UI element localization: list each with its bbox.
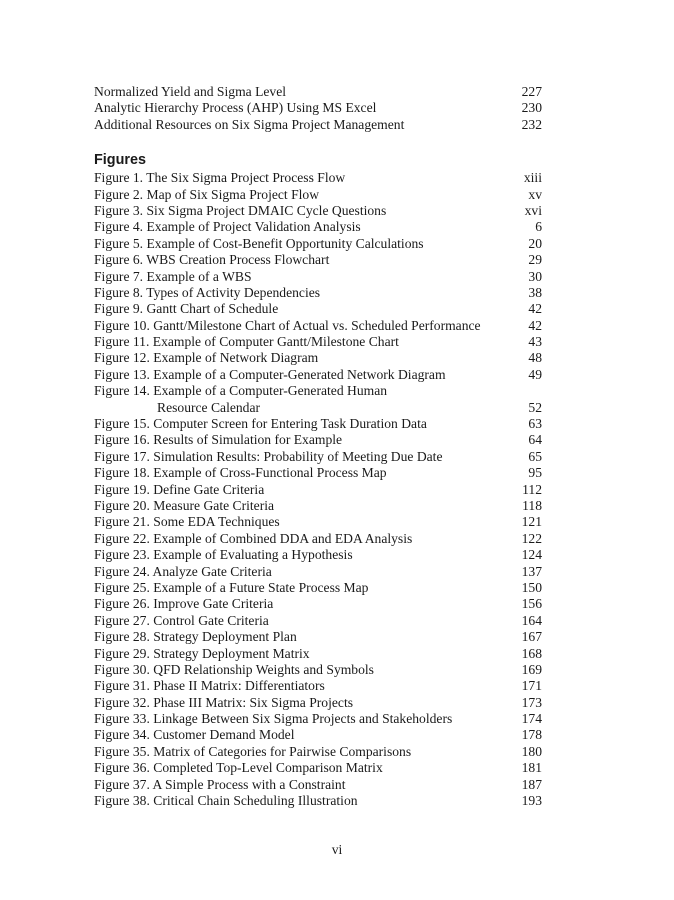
entry-title: Figure 19. Define Gate Criteria (94, 481, 265, 497)
entry-page-number: xv (528, 186, 542, 202)
entry-page-number: 43 (528, 334, 542, 350)
entry-title: Figure 25. Example of a Future State Process Map (94, 579, 369, 595)
figure-entry (94, 334, 542, 350)
entry-page-number: 150 (521, 579, 542, 595)
figure-entry (94, 318, 542, 334)
figure-entry (94, 482, 542, 498)
entry-title: Figure 14. Example of a Computer-Generated Human (94, 383, 388, 399)
entry-page-number: xvi (524, 202, 542, 218)
toc-entry (94, 100, 542, 116)
figure-entry (94, 416, 542, 432)
page-number: vi (331, 842, 343, 857)
entry-title: Figure 16. Results of Simulation for Example (94, 432, 343, 448)
figure-entry (94, 629, 542, 645)
figures-heading: Figures (94, 152, 146, 169)
entry-title: Figure 33. Linkage Between Six Sigma Projects and Stakeholders (94, 711, 453, 727)
entry-title: Figure 35. Matrix of Categories for Pairwise Comparisons (94, 743, 412, 759)
entry-title: Figure 36. Completed Top-Level Comparison Matrix (94, 760, 383, 776)
entry-page-number: 118 (522, 497, 542, 513)
entry-page-number: 178 (521, 727, 542, 743)
figure-entry (94, 514, 542, 530)
entry-page-number: 173 (521, 694, 542, 710)
figure-entry (94, 547, 542, 563)
entry-title: Figure 8. Types of Activity Dependencies (94, 284, 321, 300)
entry-title: Figure 12. Example of Network Diagram (94, 350, 319, 366)
figure-entry (94, 301, 542, 317)
entry-page-number: 180 (521, 743, 542, 759)
entry-title: Figure 2. Map of Six Sigma Project Flow (94, 186, 320, 202)
entry-page-number: 227 (521, 84, 542, 99)
entry-page-number: 6 (535, 219, 542, 235)
entry-page-number: 29 (528, 252, 542, 268)
figure-entry (94, 350, 542, 366)
figure-entry (94, 793, 542, 809)
entry-title: Figure 20. Measure Gate Criteria (94, 497, 275, 513)
entry-title: Figure 17. Simulation Results: Probability of Meeting Due Date (94, 448, 443, 464)
entry-page-number: 230 (521, 100, 542, 116)
entry-title: Figure 11. Example of Computer Gantt/Milestone Chart (94, 334, 399, 350)
entry-title: Figure 32. Phase III Matrix: Six Sigma Projects (94, 694, 354, 710)
entry-page-number: 232 (521, 116, 542, 132)
figure-entry (94, 219, 542, 235)
entry-page-number: 38 (528, 284, 542, 300)
entry-page-number: 156 (521, 596, 542, 612)
figure-entry (94, 400, 542, 416)
figure-entry (94, 678, 542, 694)
entry-page-number: 42 (528, 317, 542, 333)
table-of-contents (94, 84, 542, 809)
entry-title: Figure 23. Example of Evaluating a Hypothesis (94, 547, 353, 563)
figure-entry (94, 711, 542, 727)
entry-page-number: 49 (528, 366, 542, 382)
entry-title: Figure 4. Example of Project Validation Analysis (94, 219, 361, 235)
entry-title: Figure 5. Example of Cost-Benefit Opportunity Calculations (94, 235, 424, 251)
entry-page-number: 169 (521, 661, 542, 677)
figure-entry (94, 187, 542, 203)
entry-title: Figure 37. A Simple Process with a Constraint (94, 776, 346, 792)
entry-title: Figure 1. The Six Sigma Project Process Flow (94, 170, 346, 186)
entry-title: Additional Resources on Six Sigma Project Management (94, 116, 405, 132)
entry-title: Figure 30. QFD Relationship Weights and Symbols (94, 661, 374, 677)
entry-title: Figure 24. Analyze Gate Criteria (94, 563, 272, 579)
figure-entry (94, 531, 542, 547)
entry-page-number: 121 (521, 514, 542, 530)
entry-page-number: 168 (521, 645, 542, 661)
entry-title: Figure 9. Gantt Chart of Schedule (94, 301, 279, 317)
entry-page-number: 64 (528, 432, 542, 448)
entry-page-number: 65 (528, 448, 542, 464)
figure-entry (94, 203, 542, 219)
entry-page-number: 137 (521, 563, 542, 579)
figure-entry (94, 727, 542, 743)
figure-entry (94, 760, 542, 776)
entry-title: Figure 22. Example of Combined DDA and EDA Analysis (94, 530, 413, 546)
toc-entry (94, 117, 542, 133)
entry-page-number: 164 (521, 612, 542, 628)
figure-entry (94, 646, 542, 662)
entry-title: Figure 3. Six Sigma Project DMAIC Cycle Questions (94, 202, 387, 218)
figure-entry (94, 170, 542, 186)
figure-entry (94, 777, 542, 793)
entry-title: Normalized Yield and Sigma Level (94, 84, 287, 99)
figure-entry (94, 367, 542, 383)
figure-entry (94, 580, 542, 596)
entry-title: Figure 38. Critical Chain Scheduling Illustration (94, 793, 358, 809)
entry-page-number: 42 (528, 301, 542, 317)
figure-entry (94, 383, 542, 399)
entry-page-number: 181 (521, 760, 542, 776)
entry-title: Figure 18. Example of Cross-Functional Process Map (94, 465, 387, 481)
figure-entry (94, 662, 542, 678)
figure-entry (94, 498, 542, 514)
preceding-entries (94, 84, 542, 133)
entry-title: Figure 28. Strategy Deployment Plan (94, 629, 297, 645)
entry-title: Resource Calendar (157, 399, 261, 415)
figure-entry (94, 465, 542, 481)
entry-title: Figure 10. Gantt/Milestone Chart of Actual vs. Scheduled Performance (94, 317, 481, 333)
entry-page-number: 122 (521, 530, 542, 546)
entry-title: Figure 6. WBS Creation Process Flowchart (94, 252, 330, 268)
figure-entry (94, 596, 542, 612)
figure-entry (94, 252, 542, 268)
entry-page-number: 52 (528, 399, 542, 415)
entry-page-number: 48 (528, 350, 542, 366)
entry-title: Figure 26. Improve Gate Criteria (94, 596, 274, 612)
entry-title: Figure 34. Customer Demand Model (94, 727, 295, 743)
entry-page-number: 63 (528, 416, 542, 432)
figure-entry (94, 613, 542, 629)
figure-entry (94, 285, 542, 301)
figure-entry (94, 695, 542, 711)
entry-page-number: 20 (528, 235, 542, 251)
entry-title: Figure 29. Strategy Deployment Matrix (94, 645, 310, 661)
entry-page-number: 187 (521, 776, 542, 792)
entry-page-number: xiii (523, 170, 542, 186)
figures-list (94, 170, 542, 809)
entry-title: Figure 31. Phase II Matrix: Differentiators (94, 678, 325, 694)
entry-title: Analytic Hierarchy Process (AHP) Using MS Excel (94, 100, 377, 116)
entry-page-number: 124 (521, 547, 542, 563)
entry-page-number: 174 (521, 711, 542, 727)
entry-page-number: 112 (522, 481, 542, 497)
entry-page-number: 95 (528, 465, 542, 481)
figure-entry (94, 564, 542, 580)
figure-entry (94, 449, 542, 465)
figure-entry (94, 269, 542, 285)
entry-page-number: 171 (521, 678, 542, 694)
entry-title: Figure 21. Some EDA Techniques (94, 514, 280, 530)
entry-title: Figure 7. Example of a WBS (94, 268, 252, 284)
entry-title: Figure 15. Computer Screen for Entering Task Duration Data (94, 416, 427, 432)
figure-entry (94, 432, 542, 448)
entry-title: Figure 27. Control Gate Criteria (94, 612, 269, 628)
entry-page-number: 167 (521, 629, 542, 645)
toc-entry (94, 84, 542, 100)
figure-entry (94, 236, 542, 252)
entry-page-number: 193 (521, 793, 542, 809)
figure-entry (94, 744, 542, 760)
entry-title: Figure 13. Example of a Computer-Generated Network Diagram (94, 366, 446, 382)
entry-page-number: 30 (528, 268, 542, 284)
